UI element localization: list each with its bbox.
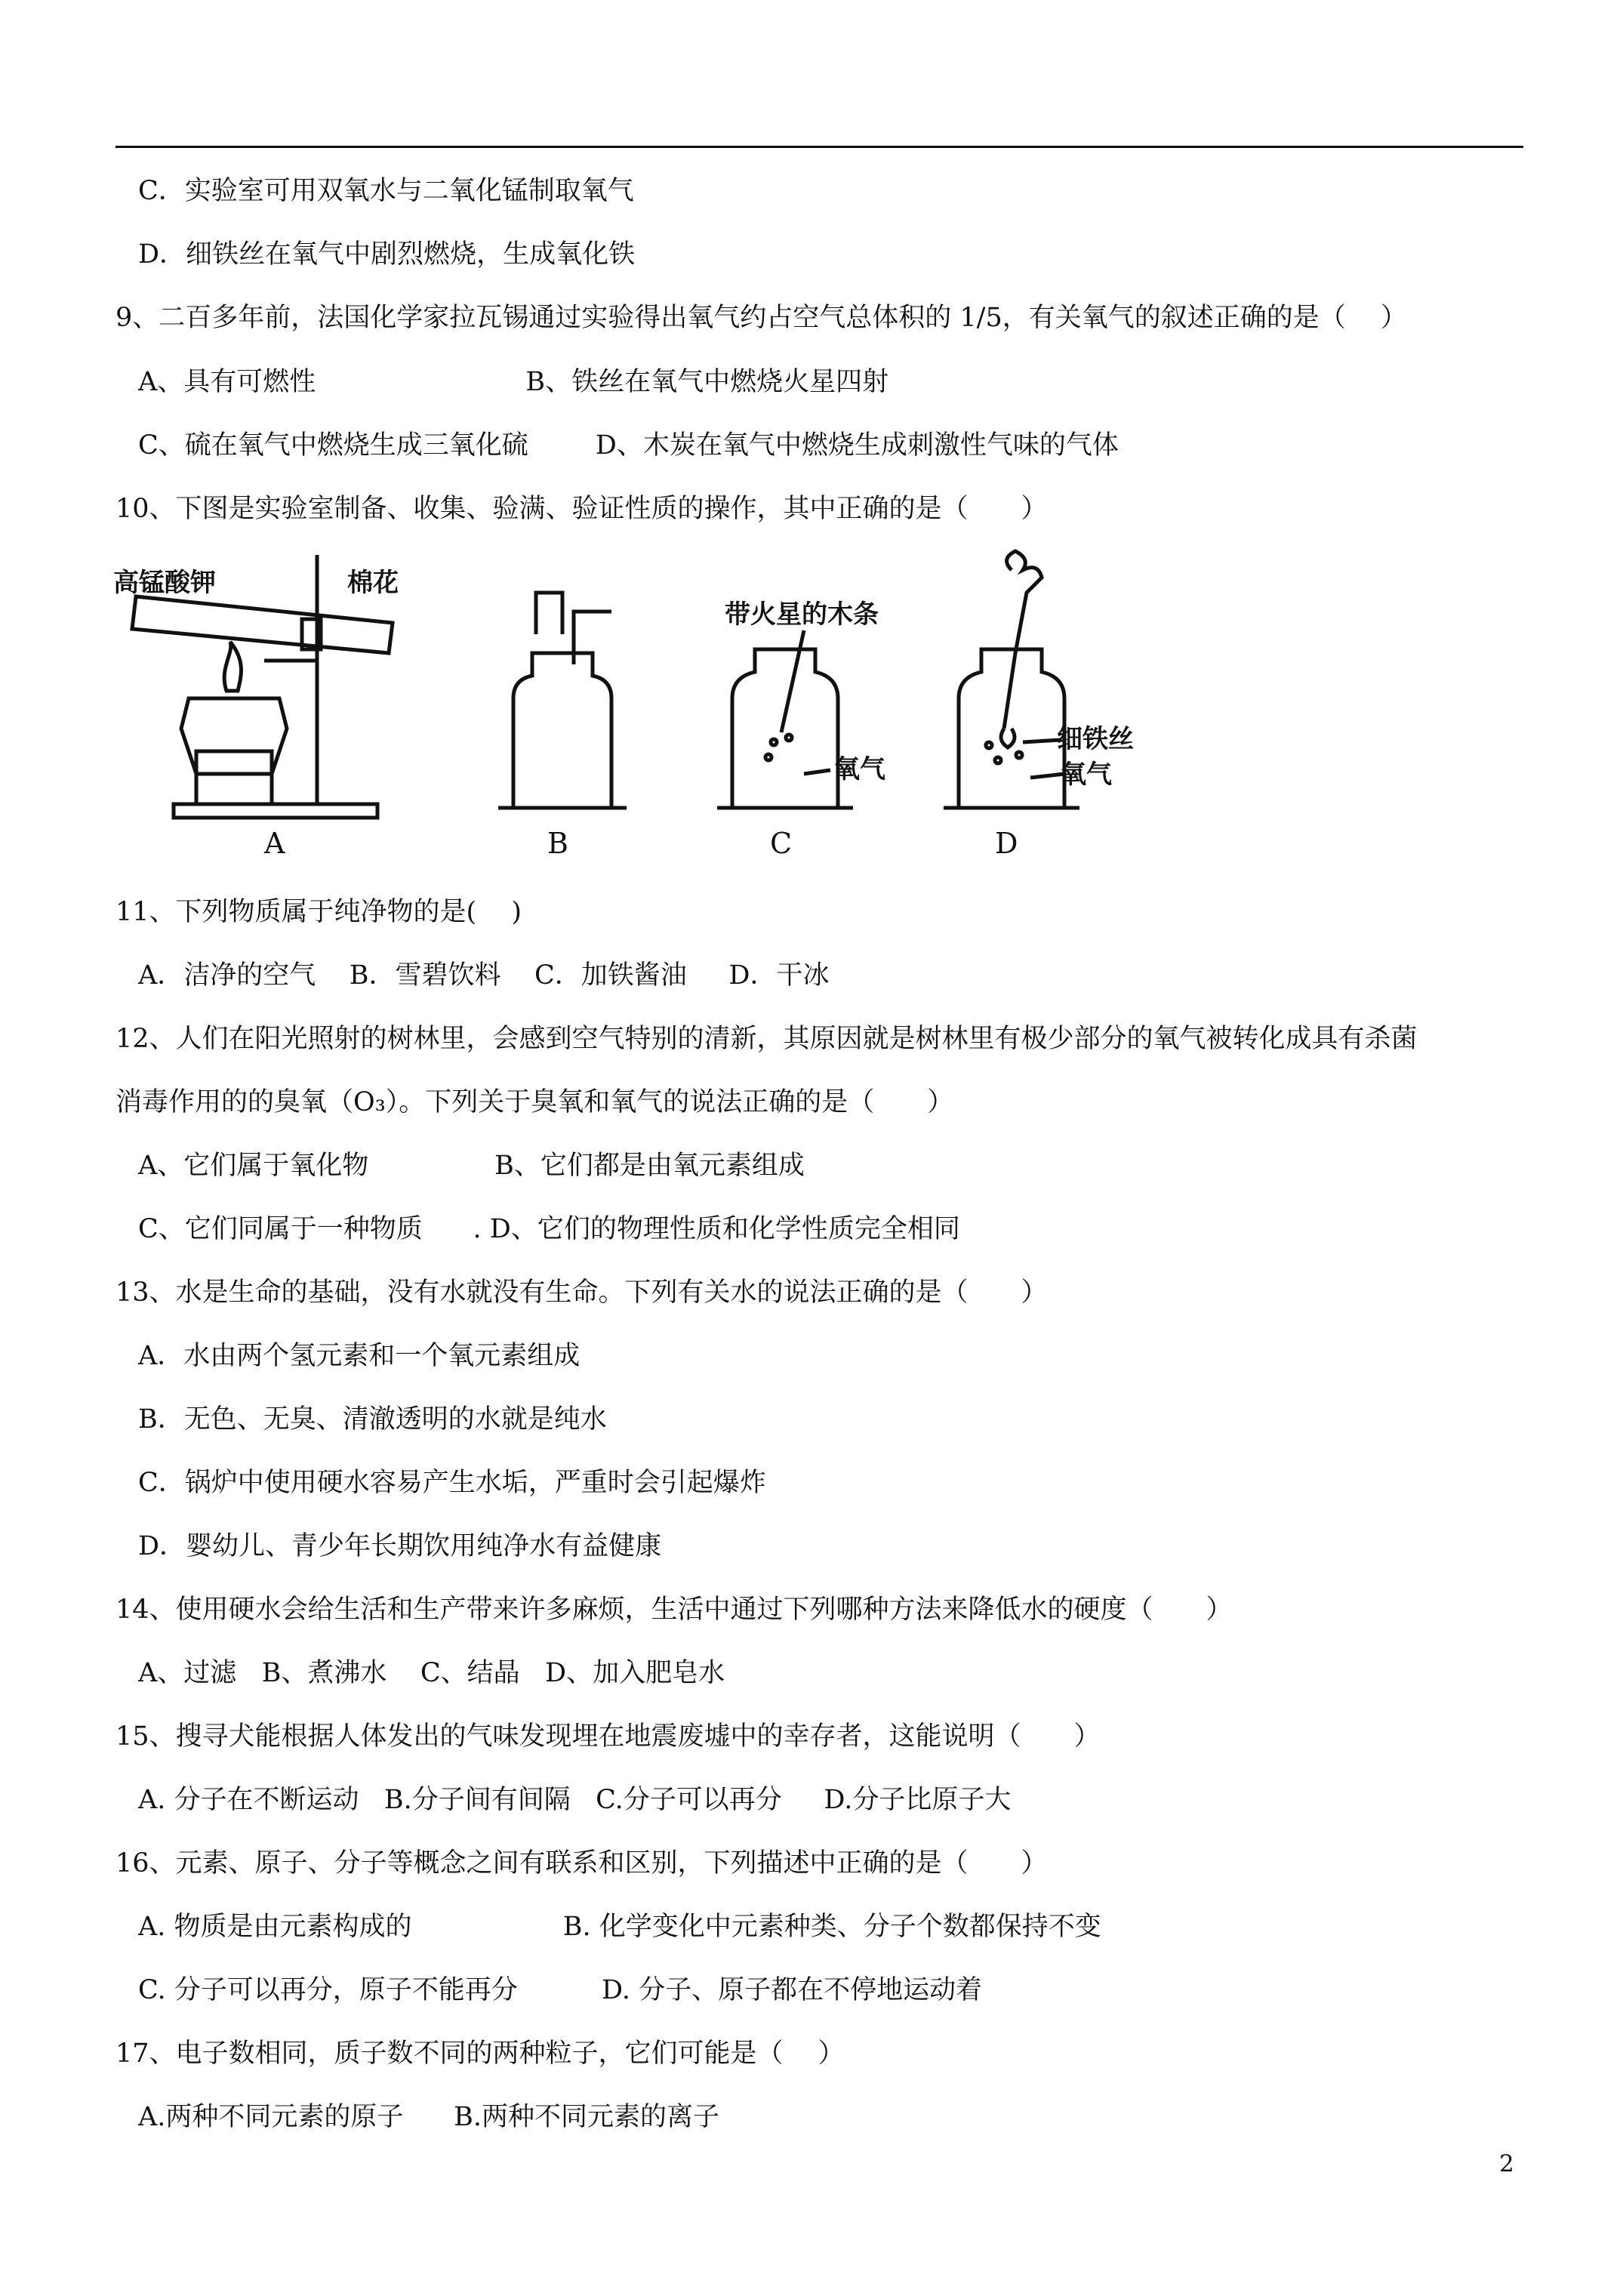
- q12-question-cont: 消毒作用的的臭氧（O₃）。下列关于臭氧和氧气的说法正确的是（ ）: [115, 1087, 954, 1117]
- q8-option-d: D．细铁丝在氧气中剧烈燃烧，生成氧化铁: [138, 239, 636, 270]
- q11-question: 11、下列物质属于纯净物的是( ): [115, 897, 522, 927]
- q17-question: 17、电子数相同，质子数不同的两种粒子，它们可能是（ ）: [115, 2039, 845, 2069]
- q9-options-cd: C、硫在氧气中燃烧生成三氧化硫 D、木炭在氧气中燃烧生成刺激性气味的气体: [138, 430, 1119, 461]
- label-iron-wire: 细铁丝: [1057, 724, 1134, 754]
- q13-option-a: A．水由两个氢元素和一个氧元素组成: [138, 1341, 581, 1371]
- q14-options: A、过滤 B、煮沸水 C、结晶 D、加入肥皂水: [138, 1658, 725, 1688]
- q16-question: 16、元素、原子、分子等概念之间有联系和区别，下列描述中正确的是（ ）: [115, 1848, 1048, 1878]
- q12-options-cd: C、它们同属于一种物质 . D、它们的物理性质和化学性质完全相同: [138, 1214, 960, 1244]
- caption-c: C: [770, 827, 793, 860]
- q16-options-ab: A. 物质是由元素构成的 B. 化学变化中元素种类、分子个数都保持不变: [138, 1912, 1101, 1942]
- q13-question: 13、水是生命的基础，没有水就没有生命。下列有关水的说法正确的是（ ）: [115, 1277, 1048, 1308]
- caption-b: B: [547, 827, 568, 860]
- q17-options-ab: A.两种不同元素的原子 B.两种不同元素的离子: [138, 2102, 720, 2132]
- label-cotton: 棉花: [347, 568, 399, 598]
- caption-d: D: [995, 827, 1018, 860]
- apparatus-c: [717, 599, 885, 860]
- label-oxygen-c: 氧气: [834, 754, 885, 784]
- label-oxygen-d: 氧气: [1061, 760, 1112, 790]
- q15-options: A. 分子在不断运动 B.分子间有间隔 C.分子可以再分 D.分子比原子大: [138, 1785, 1012, 1815]
- q14-question: 14、使用硬水会给生活和生产带来许多麻烦，生活中通过下列哪种方法来降低水的硬度（ ）: [115, 1595, 1233, 1625]
- apparatus-a: [113, 555, 399, 860]
- label-kmno4: 高锰酸钾: [113, 568, 216, 598]
- page-number: 2: [1499, 2150, 1514, 2177]
- q13-option-c: C．锅炉中使用硬水容易产生水垢，严重时会引起爆炸: [138, 1468, 766, 1498]
- q16-options-cd: C. 分子可以再分，原子不能再分 D. 分子、原子都在不停地运动着: [138, 1975, 983, 2005]
- q8-option-c: C．实验室可用双氧水与二氧化锰制取氧气: [138, 176, 634, 206]
- q9-options-ab: A、具有可燃性 B、铁丝在氧气中燃烧火星四射: [138, 367, 889, 397]
- q13-option-d: D．婴幼儿、青少年长期饮用纯净水有益健康: [138, 1531, 662, 1561]
- header-rule: [115, 146, 1523, 148]
- q13-option-b: B．无色、无臭、清澈透明的水就是纯水: [138, 1404, 607, 1435]
- caption-a: A: [264, 827, 285, 860]
- lab-apparatus-figure: [113, 547, 1230, 864]
- q12-options-ab: A、它们属于氧化物 B、它们都是由氧元素组成: [138, 1151, 805, 1181]
- apparatus-d: [944, 551, 1134, 860]
- apparatus-b: [498, 593, 627, 860]
- q9-question: 9、二百多年前，法国化学家拉瓦锡通过实验得出氧气约占空气总体积的 1/5，有关氧气的叙述正确的是（ ）: [115, 303, 1407, 333]
- label-splint: 带火星的木条: [725, 599, 879, 630]
- q12-question: 12、人们在阳光照射的树林里，会感到空气特别的清新，其原因就是树林里有极少部分的氧气被转化成具有杀菌: [115, 1024, 1418, 1054]
- q15-question: 15、搜寻犬能根据人体发出的气味发现埋在地震废墟中的幸存者，这能说明（ ）: [115, 1721, 1101, 1752]
- q10-question: 10、下图是实验室制备、收集、验满、验证性质的操作，其中正确的是（ ）: [115, 494, 1048, 524]
- q11-options: A．洁净的空气 B．雪碧饮料 C．加铁酱油 D．干冰: [138, 960, 830, 991]
